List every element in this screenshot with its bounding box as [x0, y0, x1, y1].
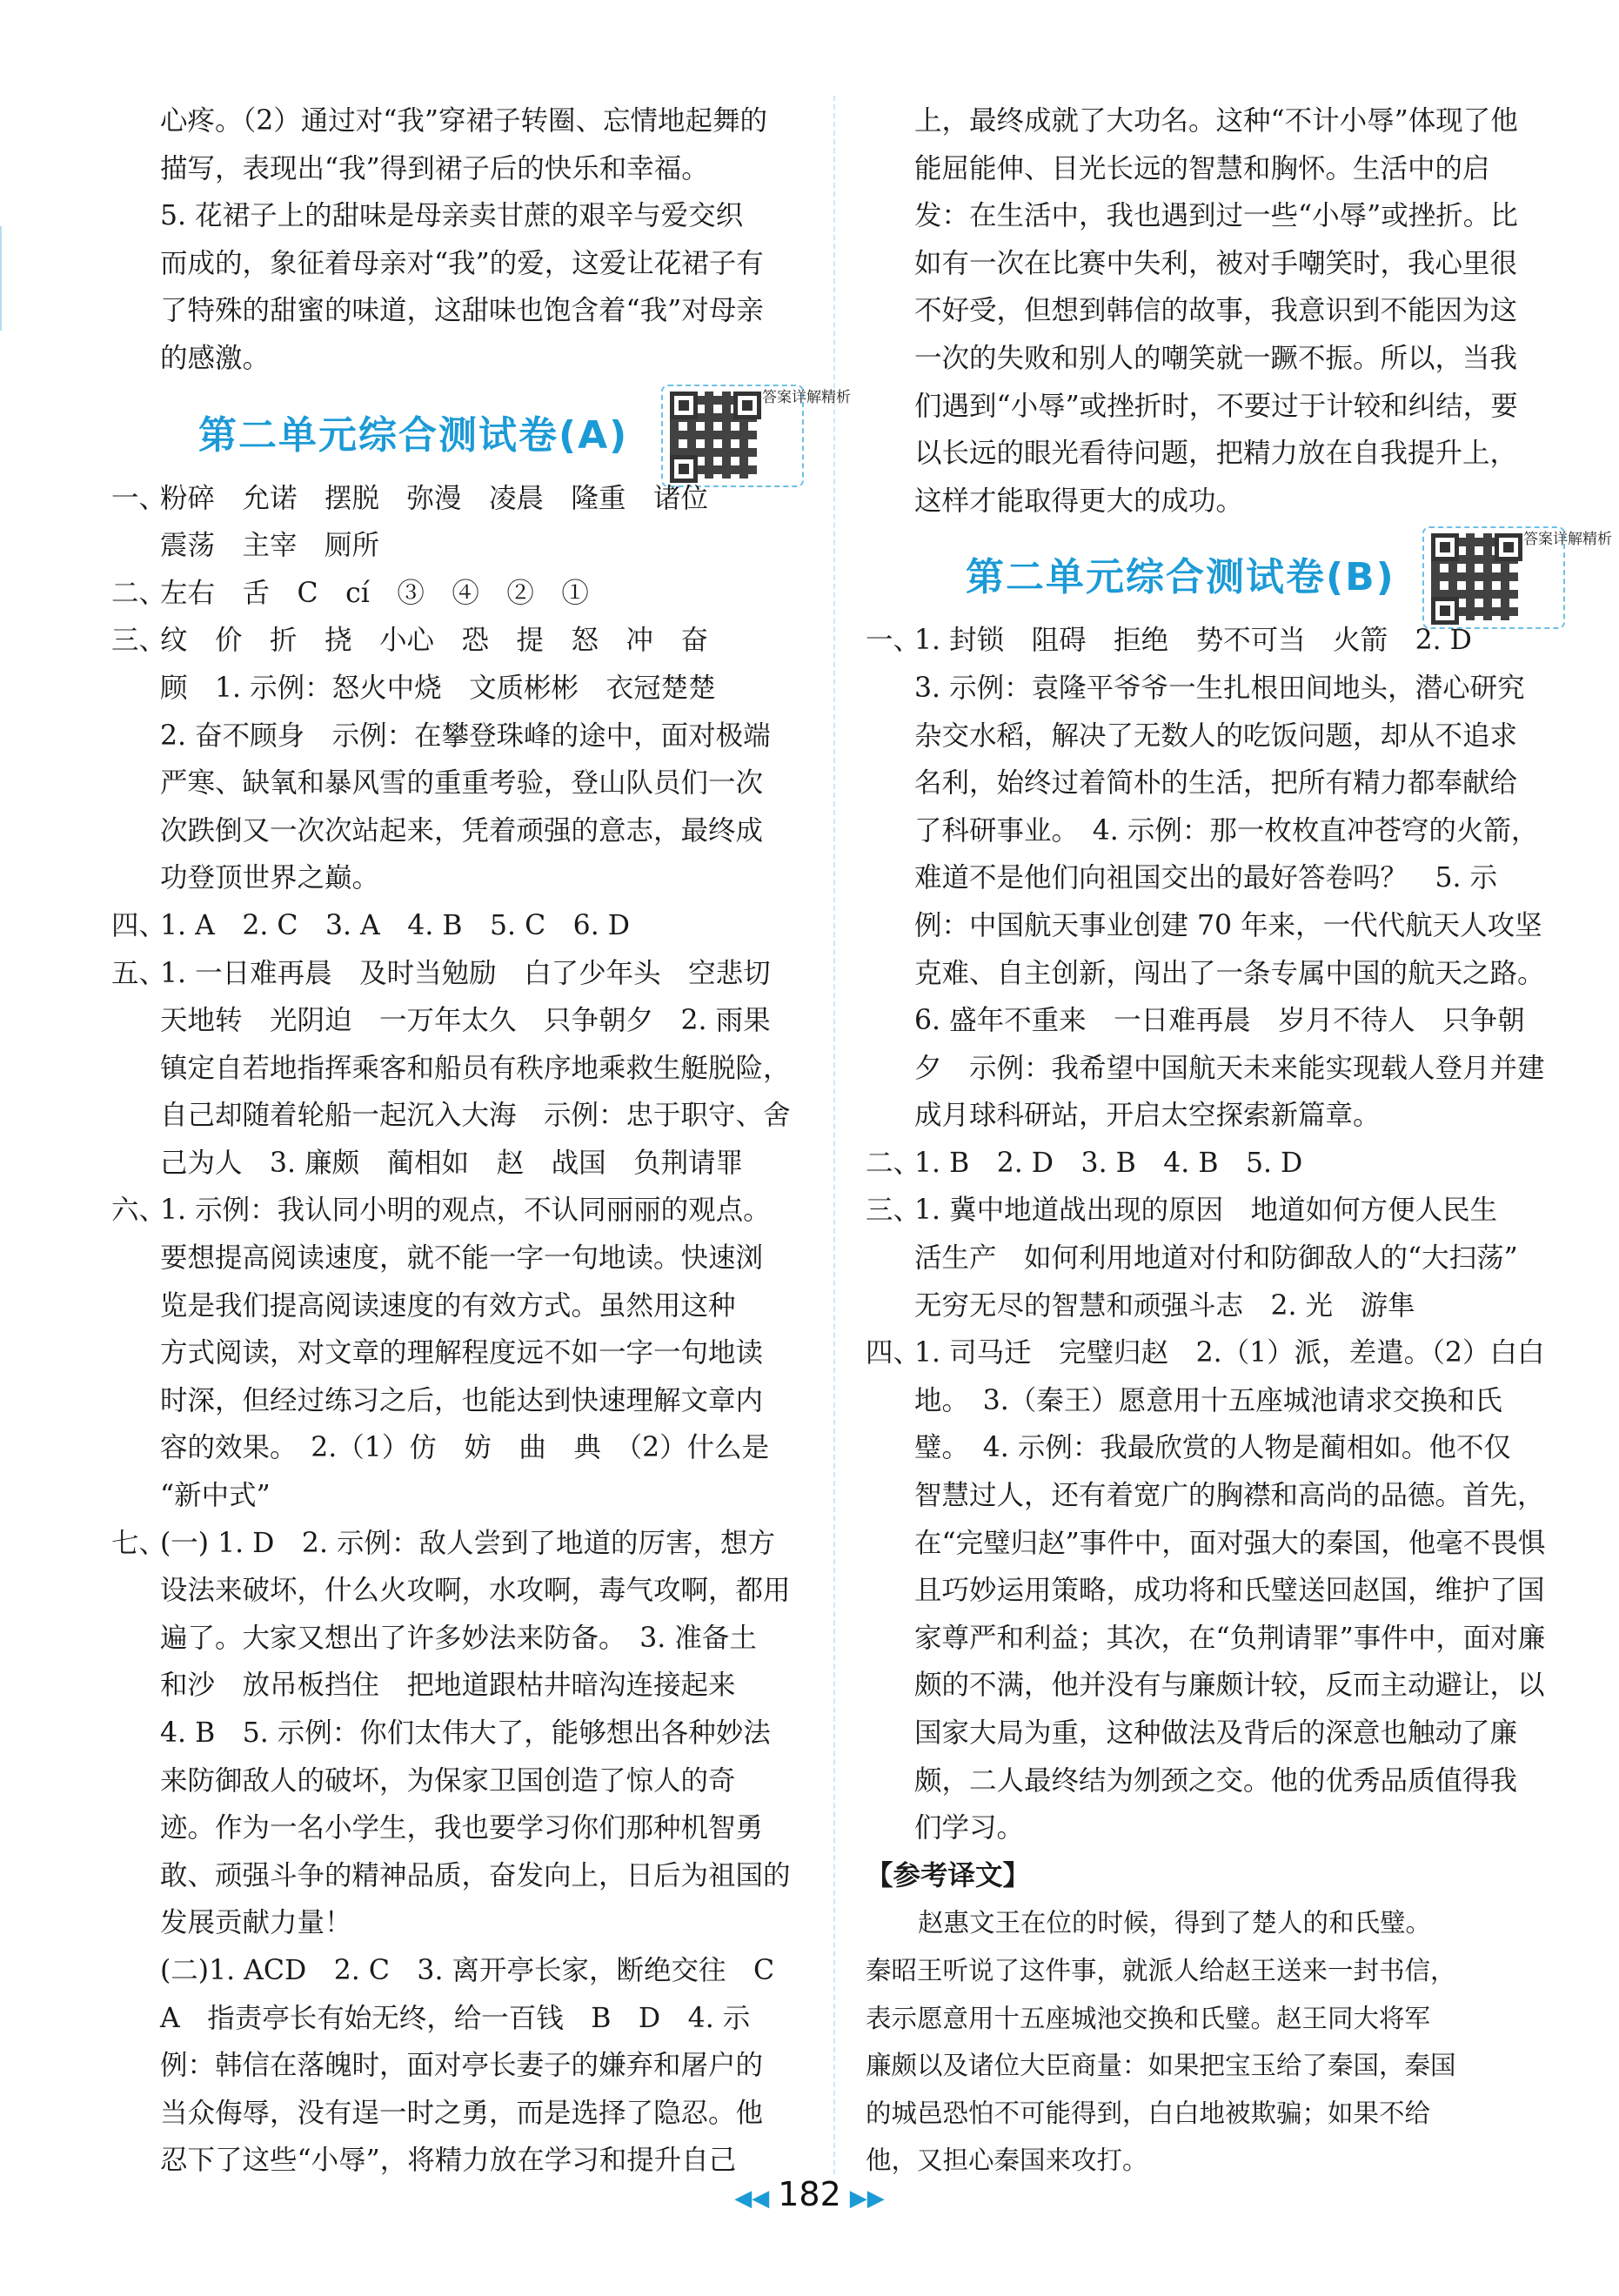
answer-text: 1. 冀中地道战出现的原因 地道如何方便人民生 — [914, 1195, 1498, 1227]
answer-line — [111, 1472, 799, 1520]
section-number: 一、 — [866, 625, 921, 657]
answer-line — [111, 192, 799, 240]
translation-text: 表示愿意用十五座城池交换和氏璧。赵王同大将军 — [866, 2003, 1431, 2033]
answer-text: 这样才能取得更大的成功。 — [914, 485, 1244, 517]
answer-text: 例：韩信在落魄时，面对亭长妻子的嫌弃和屠户的 — [160, 2050, 764, 2082]
section-number: 三、 — [866, 1195, 921, 1227]
answer-text: 璧。 4. 示例：我最欣赏的人物是蔺相如。他不仅 — [914, 1432, 1511, 1464]
answer-line — [111, 97, 799, 145]
answer-text: 方式阅读，对文章的理解程度远不如一字一句地读 — [160, 1337, 764, 1369]
answer-text: 要想提高阅读速度，就不能一字一句地读。快速浏 — [160, 1242, 764, 1275]
translation-line — [866, 2090, 1562, 2138]
answer-text: 们学习。 — [914, 1812, 1025, 1844]
answer-line — [111, 2042, 799, 2090]
answer-text: 纹 价 折 挠 小心 恐 提 怒 冲 奋 — [160, 625, 709, 657]
answer-text: 成月球科研站，开启太空探索新篇章。 — [914, 1100, 1381, 1132]
answer-line — [111, 145, 799, 193]
answer-text: 3. 示例：袁隆平爷爷一生扎根田间地头，潜心研究 — [914, 672, 1525, 704]
answer-line — [111, 1899, 799, 1947]
answer-line — [111, 2090, 799, 2138]
section-number: 四、 — [111, 909, 167, 941]
section-number: 四、 — [866, 1337, 921, 1369]
translation-line — [866, 1899, 1562, 1947]
translation-text: 的城邑恐怕不可能得到，白白地被欺骗；如果不给 — [866, 2098, 1431, 2128]
answer-line — [866, 335, 1562, 383]
answer-line — [111, 1140, 799, 1188]
answer-text: 1. 封锁 阻碍 拒绝 势不可当 火箭 2. D — [914, 625, 1472, 657]
answer-line — [111, 1045, 799, 1093]
answer-line — [111, 1424, 799, 1472]
section-number: 七、 — [111, 1527, 167, 1559]
answer-text: 不好受，但想到韩信的故事，我意识到不能因为这 — [914, 295, 1518, 327]
answer-line — [111, 287, 799, 335]
prev-page-arrows[interactable]: ◀◀ — [734, 2186, 770, 2212]
answer-line — [111, 335, 799, 383]
answer-text: 国家大局为重，这种做法及背后的深意也触动了廉 — [914, 1717, 1518, 1749]
answer-line — [111, 1092, 799, 1140]
answer-text: 和沙 放吊板挡住 把地道跟枯井暗沟连接起来 — [160, 1670, 736, 1702]
answer-line — [866, 1140, 1562, 1188]
answer-text: 在“完璧归赵”事件中，面对强大的秦国，他毫不畏惧 — [914, 1527, 1546, 1559]
answer-text: 一次的失败和别人的嘲笑就一蹶不振。所以，当我 — [914, 342, 1518, 374]
section-number: 三、 — [111, 625, 167, 657]
answer-line — [866, 430, 1562, 478]
answer-qr-code[interactable] — [661, 385, 851, 487]
answer-line — [866, 807, 1562, 855]
answer-line — [866, 287, 1562, 335]
answer-line — [866, 1615, 1562, 1663]
answer-text: 如有一次在比赛中失利，被对手嘲笑时，我心里很 — [914, 247, 1518, 279]
answer-line — [111, 1710, 799, 1757]
answer-line — [866, 1045, 1562, 1093]
answer-line — [866, 1567, 1562, 1615]
section-number: 六、 — [111, 1195, 167, 1227]
answer-text: 而成的，象征着母亲对“我”的爱，这爱让花裙子有 — [160, 247, 764, 279]
answer-line — [111, 617, 799, 665]
answer-line — [866, 1662, 1562, 1710]
answer-text: 地。 3.（秦王）愿意用十五座城池请求交换和氏 — [914, 1384, 1502, 1416]
answer-text: 描写，表现出“我”得到裙子后的快乐和幸福。 — [160, 152, 709, 184]
answer-line — [866, 1329, 1562, 1377]
answer-text: 1. A 2. C 3. A 4. B 5. C 6. D — [160, 909, 631, 941]
answer-line — [866, 713, 1562, 760]
qr-code-icon — [1431, 533, 1518, 620]
section-heading — [111, 383, 851, 475]
answer-text: 的感激。 — [160, 342, 271, 374]
answer-line — [866, 478, 1562, 525]
section-number: 二、 — [111, 577, 167, 609]
answer-text: 颇的不满，他并没有与廉颇计较，反而主动避让，以 — [914, 1670, 1545, 1702]
answer-text: 次跌倒又一次次站起来，凭着顽强的意志，最终成 — [160, 814, 764, 847]
answer-line — [111, 713, 799, 760]
answer-text: 6. 盛年不重来 一日难再晨 岁月不待人 只争朝 — [914, 1005, 1525, 1037]
answer-text: 设法来破坏，什么火攻啊，水攻啊，毒气攻啊，都用 — [160, 1575, 791, 1607]
answer-line — [111, 902, 799, 950]
answer-text: 忍下了这些“小辱”，将精力放在学习和提升自己 — [160, 2145, 737, 2177]
answer-text: 2. 奋不顾身 示例：在攀登珠峰的途中，面对极端 — [160, 720, 771, 752]
answer-line — [111, 1662, 799, 1710]
answer-text: 容的效果。 2.（1）仿 妨 曲 典 （2）什么是 — [160, 1432, 770, 1464]
section-number: 一、 — [111, 482, 167, 514]
answer-line — [111, 1804, 799, 1852]
answer-text: 名利，始终过着简朴的生活，把所有精力都奉献给 — [914, 767, 1518, 800]
answer-text: 家尊严和利益；其次，在“负荆请罪”事件中，面对廉 — [914, 1622, 1546, 1654]
answer-line — [866, 760, 1562, 807]
answer-line — [866, 902, 1562, 950]
answer-text: 难道不是他们向祖国交出的最好答卷吗？ 5. 示 — [914, 862, 1498, 894]
answer-text: 镇定自若地指挥乘客和船员有秩序地乘救生艇脱险， — [160, 1052, 791, 1084]
answer-text: 夕 示例：我希望中国航天未来能实现载人登月并建 — [914, 1052, 1545, 1084]
answer-text: 例：中国航天事业创建 70 年来，一代代航天人攻坚 — [914, 909, 1542, 941]
answer-line — [111, 760, 799, 807]
page-footer — [0, 2175, 1619, 2213]
answer-line — [866, 1235, 1562, 1282]
answer-line — [866, 1757, 1562, 1805]
answer-text: 发：在生活中，我也遇到过一些“小辱”或挫折。比 — [914, 200, 1518, 232]
section-number: 五、 — [111, 957, 167, 989]
answer-line — [866, 665, 1562, 713]
answer-line — [866, 1187, 1562, 1235]
answer-text: 当众侮辱，没有逞一时之勇，而是选择了隐忍。他 — [160, 2097, 764, 2129]
translation-text: 赵惠文王在位的时候，得到了楚人的和氏璧。 — [918, 1908, 1432, 1938]
answer-line — [111, 1235, 799, 1282]
answer-line — [111, 854, 799, 902]
qr-label: 答案详解精析 — [762, 388, 851, 406]
answer-text: 克难、自主创新，闯出了一条专属中国的航天之路。 — [914, 957, 1545, 989]
answer-line — [111, 475, 799, 523]
next-page-arrows[interactable]: ▶▶ — [849, 2186, 885, 2212]
answer-line — [111, 570, 799, 618]
answer-text: 上，最终成就了大功名。这种“不计小辱”体现了他 — [914, 105, 1518, 137]
answer-line — [111, 1947, 799, 1995]
answer-line — [111, 1377, 799, 1425]
qr-code-icon — [670, 392, 757, 479]
answer-line — [111, 1520, 799, 1568]
answer-line — [866, 1092, 1562, 1140]
answer-text: 粉碎 允诺 摆脱 弥漫 凌晨 隆重 诸位 — [160, 482, 709, 514]
answer-line — [111, 1282, 799, 1330]
answer-text: 4. B 5. 示例：你们太伟大了，能够想出各种妙法 — [160, 1717, 771, 1749]
translation-line — [866, 1995, 1562, 2043]
answer-text: 左右 舌 C cí ③ ④ ② ① — [160, 577, 589, 609]
answer-text: 无穷无尽的智慧和顽强斗志 2. 光 游隼 — [914, 1289, 1415, 1322]
answer-text: 们遇到“小辱”或挫折时，不要过于计较和纠结，要 — [914, 390, 1518, 422]
answer-text: 自己却随着轮船一起沉入大海 示例：忠于职守、舍 — [160, 1100, 791, 1132]
section-heading — [866, 525, 1612, 617]
answer-text: 震荡 主宰 厕所 — [160, 530, 380, 562]
answer-text: 且巧妙运用策略，成功将和氏璧送回赵国，维护了国 — [914, 1575, 1545, 1607]
answer-line — [111, 1329, 799, 1377]
answer-text: 迹。作为一名小学生，我也要学习你们那种机智勇 — [160, 1812, 764, 1844]
answer-text: (一) 1. D 2. 示例：敌人尝到了地道的厉害，想方 — [160, 1527, 775, 1559]
answer-line — [866, 240, 1562, 288]
answer-text: 天地转 光阴迫 一万年太久 只争朝夕 2. 雨果 — [160, 1005, 771, 1037]
translation-text: 秦昭王听说了这件事，就派人给赵王送来一封书信， — [866, 1955, 1456, 1985]
answer-text: 1. 司马迁 完璧归赵 2.（1）派，差遣。（2）白白 — [914, 1337, 1545, 1369]
answer-text: 5. 花裙子上的甜味是母亲卖甘蔗的艰辛与爱交织 — [160, 200, 744, 232]
answer-text: 时深，但经过练习之后，也能达到快速理解文章内 — [160, 1384, 764, 1416]
answer-text: 遍了。大家又想出了许多妙法来防备。 3. 准备土 — [160, 1622, 757, 1654]
answer-line — [111, 665, 799, 713]
answer-line — [111, 997, 799, 1045]
answer-line — [866, 854, 1562, 902]
answer-text: 颇，二人最终结为刎颈之交。他的优秀品质值得我 — [914, 1764, 1518, 1797]
answer-qr-code[interactable] — [1422, 526, 1612, 629]
margin-mark — [0, 226, 9, 365]
answer-line — [111, 1852, 799, 1900]
answer-line — [111, 807, 799, 855]
heading-text: 【参考译文】 — [866, 1858, 1031, 1891]
answer-line — [111, 522, 799, 570]
answer-line — [866, 97, 1562, 145]
answer-line — [866, 1282, 1562, 1330]
translation-line — [866, 1947, 1562, 1995]
answer-line — [866, 1520, 1562, 1568]
answer-text: 智慧过人，还有着宽广的胸襟和高尚的品德。首先， — [914, 1480, 1545, 1512]
section-number: 二、 — [866, 1147, 921, 1179]
answer-text: 发展贡献力量！ — [160, 1907, 352, 1939]
section-title: 第二单元综合测试卷(B) — [966, 555, 1395, 600]
answer-line — [111, 1187, 799, 1235]
answer-line — [866, 950, 1562, 998]
answer-line — [866, 617, 1562, 665]
right-column — [866, 97, 1612, 2185]
qr-label: 答案详解精析 — [1523, 531, 1612, 549]
answer-text: “新中式” — [160, 1480, 271, 1512]
answer-text: 了科研事业。 4. 示例：那一枚枚直冲苍穹的火箭， — [914, 814, 1539, 847]
answer-line — [111, 1995, 799, 2043]
section-title: 第二单元综合测试卷(A) — [198, 412, 629, 458]
answer-line — [866, 192, 1562, 240]
answer-text: 功登顶世界之巅。 — [160, 862, 380, 894]
answer-text: 以长远的眼光看待问题，把精力放在自我提升上， — [914, 438, 1518, 470]
answer-line — [866, 145, 1562, 193]
answer-line — [866, 1424, 1562, 1472]
answer-text: 严寒、缺氧和暴风雪的重重考验，登山队员们一次 — [160, 767, 764, 800]
answer-line — [111, 1615, 799, 1663]
answer-line — [866, 1710, 1562, 1757]
reference-translation-heading — [866, 1852, 1562, 1900]
answer-text: 来防御敌人的破坏，为保家卫国创造了惊人的奇 — [160, 1764, 736, 1797]
answer-text: A 指责亭长有始无终，给一百钱 B D 4. 示 — [160, 2002, 751, 2034]
left-column — [111, 97, 851, 2185]
answer-text: 能屈能伸、目光长远的智慧和胸怀。生活中的启 — [914, 152, 1490, 184]
answer-line — [111, 240, 799, 288]
answer-text: 己为人 3. 廉颇 蔺相如 赵 战国 负荆请罪 — [160, 1147, 744, 1179]
answer-line — [111, 1757, 799, 1805]
answer-text: 1. 一日难再晨 及时当勉励 白了少年头 空悲切 — [160, 957, 771, 989]
answer-line — [111, 1567, 799, 1615]
answer-text: 活生产 如何利用地道对付和防御敌人的“大扫荡” — [914, 1242, 1518, 1275]
answer-line — [866, 383, 1562, 431]
answer-text: 览是我们提高阅读速度的有效方式。虽然用这种 — [160, 1289, 736, 1322]
answer-text: 1. 示例：我认同小明的观点，不认同丽丽的观点。 — [160, 1195, 771, 1227]
answer-text: 顾 1. 示例：怒火中烧 文质彬彬 衣冠楚楚 — [160, 672, 716, 704]
answer-line — [866, 1377, 1562, 1425]
answer-text: 1. B 2. D 3. B 4. B 5. D — [914, 1147, 1303, 1179]
answer-text: 了特殊的甜蜜的味道，这甜味也饱含着“我”对母亲 — [160, 295, 764, 327]
answer-text: 心疼。（2）通过对“我”穿裙子转圈、忘情地起舞的 — [160, 105, 768, 137]
answer-line — [111, 950, 799, 998]
page-number: 182 — [778, 2175, 841, 2213]
answer-text: 敢、顽强斗争的精神品质，奋发向上，日后为祖国的 — [160, 1859, 791, 1891]
answer-line — [866, 1472, 1562, 1520]
answer-line — [866, 1804, 1562, 1852]
translation-text: 廉颇以及诸位大臣商量：如果把宝玉给了秦国，秦国 — [866, 2051, 1456, 2081]
translation-text: 他，又担心秦国来攻打。 — [866, 2145, 1148, 2176]
column-divider — [833, 96, 835, 2174]
answer-text: (二)1. ACD 2. C 3. 离开亭长家，断绝交往 C — [160, 1954, 775, 1986]
translation-line — [866, 2042, 1562, 2090]
answer-line — [866, 997, 1562, 1045]
answer-text: 杂交水稻，解决了无数人的吃饭问题，却从不追求 — [914, 720, 1518, 752]
